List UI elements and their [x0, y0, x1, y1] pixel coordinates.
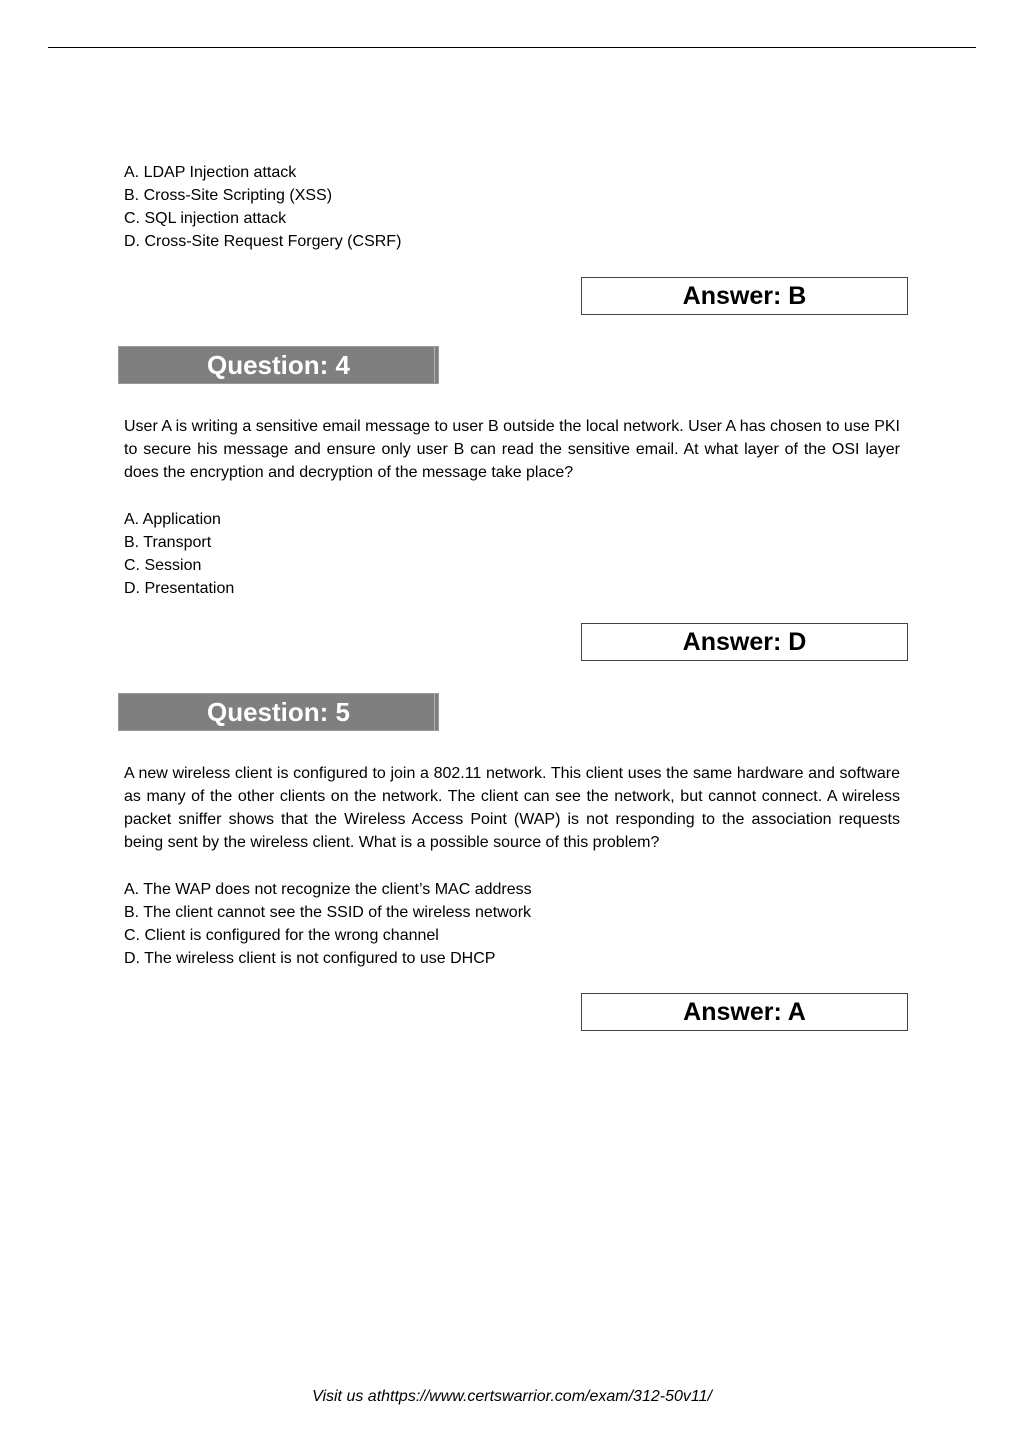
q4-answer-box: Answer: D — [581, 623, 908, 661]
q5-options — [124, 878, 532, 970]
q5-option-a: A. The WAP does not recognize the client’s MAC address — [124, 881, 532, 898]
q5-question-text: A new wireless client is configured to join a 802.11 network. This client uses the same hardware and software as many of the other clients on the network. The client can see the network, but cannot connect. A wireless packet sniffer shows that the Wireless Access Point (WAP) is not responding to the association requests being sent by the wireless client. What is a possible source of this problem? — [124, 765, 900, 851]
q4-option-c: C. Session — [124, 557, 202, 574]
q4-options — [124, 508, 234, 600]
q3-option-c: C. SQL injection attack — [124, 210, 287, 227]
q4-option-d: D. Presentation — [124, 580, 235, 597]
q4-header: Question: 4 — [118, 346, 439, 384]
q3-option-b: B. Cross-Site Scripting (XSS) — [124, 187, 333, 204]
q4-option-b: B. Transport — [124, 534, 212, 551]
q4-option-a: A. Application — [124, 511, 221, 528]
q5-option-b: B. The client cannot see the SSID of the wireless network — [124, 904, 532, 921]
footer-visit-link[interactable]: Visit us athttps://www.certswarrior.com/exam/312-50v11/ — [312, 1388, 712, 1405]
q3-option-a: A. LDAP Injection attack — [124, 164, 297, 181]
q3-option-d: D. Cross-Site Request Forgery (CSRF) — [124, 233, 402, 250]
q3-options — [124, 161, 401, 253]
q5-header: Question: 5 — [118, 693, 439, 731]
header-rule — [48, 47, 976, 48]
q5-option-c: C. Client is configured for the wrong channel — [124, 927, 439, 944]
q3-answer-box: Answer: B — [581, 277, 908, 315]
q5-option-d: D. The wireless client is not configured to use DHCP — [124, 950, 496, 967]
q4-question-text: User A is writing a sensitive email message to user B outside the local network. User A has chosen to use PKI to secure his message and ensure only user B can read the sensitive email. At what layer of the OSI layer does the encryption and decryption of the message take place? — [124, 418, 900, 481]
q5-answer-box: Answer: A — [581, 993, 908, 1031]
